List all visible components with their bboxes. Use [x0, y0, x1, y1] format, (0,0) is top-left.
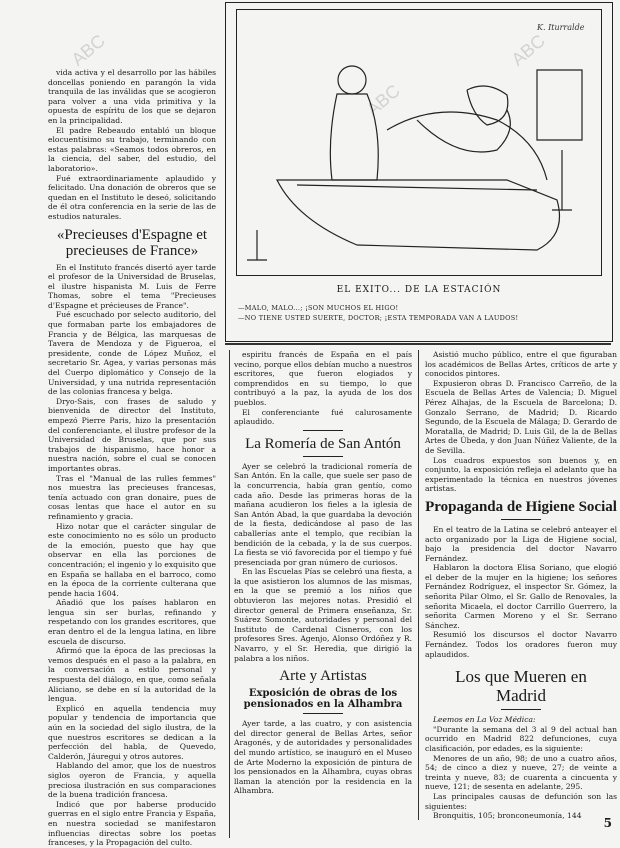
cartoon-title: EL EXITO... DE LA ESTACIÓN [336, 285, 502, 295]
cartoon-drawing [236, 9, 602, 276]
watermark: ABC [362, 80, 404, 120]
paragraph: Explicó en aquella tendencia muy popular y tendencia de importancia que aún en la sociedad del siglo ilustra, de la que nuestros escritores se dedican a la perfección del habla, de Quevedo, Calderón, Jáuregui y otros autores. [48, 703, 216, 761]
paragraph: Menores de un año, 98; de uno a cuatro años, 54; de cinco a diez y nueve, 27; de veinte a treinta y nueve, 83; de cuarenta a cincuenta y nueve, 121; de sesenta en adelante, 295. [425, 753, 617, 792]
left-column [48, 68, 216, 848]
article-heading [425, 667, 617, 705]
paragraph: Hablaron la doctora Elisa Soriano, que elogió el deber de la mujer en la higiene; los señores Fernández Rodríguez, el inspector Sr. Gómez, la señorita Pilar Olmo, el Sr. Gallo de Renovales, la señorita Micaela, el doctor Carrillo Guerrero, la señorita Carmen Moreno y el Sr. Serrano Sánchez. [425, 563, 617, 630]
paragraph: En las Escuelas Pías se celebró una fiesta, a la que asistieron los alumnos de las mismas, en la que se premió a los niños que obtuvieron las mejores notas. Presidió el director general de Primera enseñanza, Sr. Suárez Somonte, autoridades y personal del Instituto de Cardenal Cisneros, con los profesores Sres. Agenjo, Alonso Ordóñez y R. Navarro, y el Sr. Heredia, que dirigió la palabra a los niños. [234, 567, 412, 663]
center-column [229, 350, 412, 838]
paragraph: espiritu francés de España en el país vecino, porque ellos debían mucho a nuestros escritores, que fueron elogiados y comprendidos en su tiempo, lo que contribuyó a la paz, la ayuda de los dos pueblos. [234, 350, 412, 407]
paragraph: Indicó que por haberse producido guerras en el siglo entre Francia y España, en nuestra sociedad se manifestaron influencias directas sobre los poetas franceses, y la Propagación del culto. [48, 799, 216, 848]
page-number: 5 [603, 816, 612, 830]
paragraph: Dryo-Sais, con frases de saludo y bienvenida de director del Instituto, empezó Pierre Paris, hizo la presentación del conferenciante, el ilustre profesor de la Universidad de Bruselas, que por sus trabajos de hispanismo, hace honor a nuestra nación, sobre el cual se conocen importantes obras. [48, 396, 216, 473]
divider [501, 519, 541, 520]
paragraph: Resumió los discursos el doctor Navarro Fernández. Todos los oradores fueron muy aplaudidos. [425, 630, 617, 659]
paragraph: El padre Rebeaudo entabló un bloque elocuentísimo su trabajo, terminando con estas palabras: «Seamos todos obreros, en la ciencia, del saber, del estudio, del laboratorio». [48, 125, 216, 173]
doctor-patient-drawing [237, 10, 601, 275]
right-column [418, 350, 617, 820]
caption-line: —NO TIENE USTED SUERTE, DOCTOR; ¡ESTA TEMPORADA VAN A LAUDOS! [238, 314, 519, 322]
paragraph: Expusieron obras D. Francisco Carreño, de la Escuela de Bellas Artes de Valencia; D. Miguel Pérez Alhajas, de la Escuela de Barcelona; D. Gonzalo Serrano, de Madrid; D. Ricardo Segundo, de la Escuela de Málaga; D. Gerardo de Moratalla, de Madrid; D. Luis Gil, de la de Bellas Artes de Úbeda, y don Juan Núñez Valiente, de la de Sevilla. [425, 378, 617, 455]
divider [303, 456, 343, 457]
divider [303, 430, 343, 431]
paragraph: En el teatro de la Latina se celebró anteayer el acto organizado por la Liga de Higiene social, bajo la presidencia del doctor Navarro Fernández. [425, 524, 617, 563]
article-heading: La Romería de San Antón [245, 435, 401, 452]
article-heading: Arte y Artistas [279, 668, 367, 685]
heading-line: Los que Mueren en [455, 667, 587, 687]
heading-line: Madrid [495, 686, 547, 706]
paragraph: Bronquitis, 105; bronconeumonía, 144 [433, 811, 582, 821]
divider [303, 713, 343, 714]
paragraph: Afirmó que la época de las preciosas la vemos después en el paso a la palabra, en la conversación a estilo personal y respuesta del diálogo, en que, como señala Aliciano, se debe en sí la autoridad de la lengua. [48, 646, 216, 704]
paragraph: Hizo notar que el carácter singular de este conocimiento no es sólo un producto de la emoción, puesto que hay que observar en ella las porciones de concentración; el ingenio y lo exquisito que en España se hallaba en el barroco, como en la época de la corriente culterana que pende hacia 1604. [48, 521, 216, 598]
divider [501, 709, 541, 710]
paragraph: Fué extraordinariamente aplaudido y felicitado. Una donación de obreros que se quedan en el Instituto le deseó, solicitando de él otra conferencia en la serie de las de estudios naturales. [48, 173, 216, 221]
cartoon-signature: K. Iturralde [537, 23, 585, 32]
watermark: ABC [507, 30, 549, 70]
caption-line: —MALO, MALO...; ¡SON MUCHOS EL HIGO! [238, 304, 399, 312]
paragraph: Ayer se celebró la tradicional romería de San Antón. En la calle, que suele ser paso de la concurrencia, había gran gentío, como cada año. Desde las primeras horas de la mañana acudieron los fieles a la iglesia de San Antón Abad, la que guardaba la devoción de la fiesta, dedicándose al paso de las caballerías ante el templo, que recibían la bendición de la cebada, y la de sus cuerpos. La fiesta se vió favorecida por el tiempo y fué presenciada por gran número de curiosos. [234, 461, 412, 567]
watermark: ABC [67, 30, 109, 70]
article-heading: «Precieuses d'Espagne et precieuses de France» [56, 226, 208, 259]
paragraph: Hablando del amor, que los de nuestros siglos oyeron de Francia, y aquella preciosa ilustración en sus comparaciones de la buena tradición francesa. [48, 761, 216, 800]
paragraph: Los cuadros expuestos son buenos y, en conjunto, la exposición refleja el adelanto que ha experimentado la técnica en nuestros jóvenes artistas. [425, 455, 617, 494]
paragraph: Tras el "Manual de las rulles femmes" nos muestra las precieuses francesas, tenía actuado con gran donaire, pues de cosas lentas que hace el autor en su refinamiento y gracia. [48, 473, 216, 521]
paragraph: Las principales causas de defunción son las siguientes: [425, 791, 617, 811]
paragraph: Asistió mucho público, entre el que figuraban los académicos de Bellas Artes, críticos de arte y conocidos pintores. [425, 350, 617, 379]
paragraph: Añadió que los países hablaron en lengua sin ser burlas, refinando y respetando con los grandes escritores, que eran dentro el de la lengua latina, en libre escuela de discurso. [48, 598, 216, 646]
paragraph: El conferenciante fué calurosamente aplaudido. [234, 407, 412, 427]
divider [225, 343, 611, 345]
paragraph: En el Instituto francés disertó ayer tarde el profesor de la Universidad de Bruselas, el ilustre hispanista M. Luis de Ferre Thomas, sobre el tema "Precieuses d'Espagne et précieuses de France". [48, 262, 216, 310]
paragraph: Fué escuchado por selecto auditorio, del que formaban parte los embajadores de Francia y de Bélgica, las marquesas de Tavera de Mendoza y de Figueroa, el presidente, conde de López Muñoz, el secretario Sr. Agea, y varias personas más del Cuerpo diplomático y Consejo de la Universidad, y una nutrida representación de las colonias francesa y belga. [48, 310, 216, 397]
paragraph: Ayer tarde, a las cuatro, y con asistencia del director general de Bellas Artes, señor Aragonés, y de autoridades y personalidades del mundo artístico, se inauguró en el Museo de Arte Moderno la exposición de pintura de los pensionados en la Alhambra, cuyas obras llaman la atención por la residencia en la Alhambra. [234, 719, 412, 796]
article-subheading: Exposición de obras de los pensionados en la Alhambra [243, 688, 403, 711]
paragraph: Leemos en La Voz Médica: [433, 715, 536, 725]
cartoon-illustration [225, 2, 613, 342]
article-heading: Propaganda de Higiene Social [425, 498, 617, 515]
cartoon-caption [238, 303, 518, 323]
paragraph: "Durante la semana del 3 al 9 del actual han ocurrido en Madrid 822 defunciones, cuya clasificación, por edades, es la siguiente: [425, 724, 617, 753]
paragraph: vida activa y el desarrollo por las hábiles doncellas poniendo en parangón la vida tranquila de las inválidas que se acogieron para volver a una vida primitiva y la opuesta de espíritu de los que se dejaron en la principalidad. [48, 68, 216, 125]
